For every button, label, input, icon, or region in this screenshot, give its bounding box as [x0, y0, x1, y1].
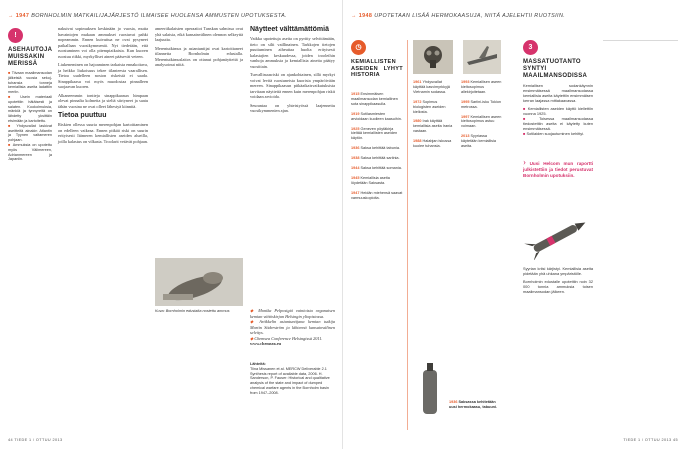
credit-line: ◆ Artikkelin asiantuntijana kemian tutkija Martin Söderström ja lähteenä kansainvälinen selvitys. — [250, 319, 335, 335]
timeline-entry: 1945 Kemiallisia aseita löydetään Saksasta. — [351, 175, 390, 185]
sidebar-item: ■ Ammuksia on upotettu myös Välimereen, Adrianmereen ja Japaniin. — [8, 142, 53, 162]
credit-line: ◆ Monika Pelposigiá vainioista organaisen kemian väitöskirjan Helsingin yliopistossa. — [250, 308, 335, 319]
timeline-entry: 1919 Sotilasmiesten arvioidaan kuolleen kaasuihin. — [351, 111, 402, 121]
right-sidebar — [523, 40, 593, 136]
credit-line: ◆ Chemsea Conference Helsingissä 2011. — [250, 335, 323, 341]
sidebar-item: ■ Usein materiaali upotettiin hätäisesti ja salaten. Kookolmuksia, mänkiä ja tynnyreitä on lähdetty yksittäin etsimään ja kartoitettu. — [8, 94, 52, 123]
ammunition-photo — [155, 258, 243, 306]
timeline-entry: 1997 Kemiallisen aseen kieltosopimus astuu voimaan. — [461, 114, 502, 129]
timeline-entry: 1938 Saksa kehittää sariinia. — [351, 156, 400, 161]
timeline-entry: 1961 Yhdysvallat käyttää kasvimyrkkyjä Vietnamin sodassa. — [413, 80, 450, 94]
timeline-line — [407, 40, 408, 430]
left-headline: → 1947 BORNHOLMIN MATKAILIJAJÄRJESTÖ ILMAISEE HUOLENSA AMMUSTEN UPOTUKSESTA. — [8, 13, 288, 19]
timeline-entry: 1925 Geneven pöytäkirja kieltää kemiallisten aseiden käytön. — [351, 126, 398, 141]
left-sidebar-title: ASEHAUTOJA MUISSAKIN MERISSÄ — [8, 47, 53, 67]
timeline-entry: 1972 Sopimus biologisten aseiden kiellosta. — [413, 99, 446, 114]
timeline-column-1 — [351, 92, 403, 206]
paragraph: Syyrian kriisi kärjistyi. Kemiallisia aseita pidetään yhä uhkana ympäristölle. — [523, 266, 593, 276]
right-headline: → 1948 UPOTETAAN LISÄÄ HERMOKAASUJA, NIITÄ AJELEHTII RUOTSIIN. — [351, 13, 566, 19]
right-headline-year: 1948 — [358, 13, 373, 19]
right-sidebar-badge-icon: 3 — [523, 40, 538, 55]
paragraph: nakuivat sopimuksen keskinään jo vuosia, mutta havaintojen mukaan ammukset ruostuvat pahki nopeammin. Ennen kuivuttua ne ovat pysyneet paikallaan vuosikymmeniä. Nyt tiedetään, että ruostuminen voi olla pitempiaikaista. Kun kuoren ruostuu riikki, myrkylliset aineet pääsevät veteen. — [58, 26, 148, 59]
ammunition-photo-drawing — [155, 258, 243, 306]
bottom-timeline-note — [449, 400, 503, 410]
section-title-tietoa: Tietoa puuttuu — [58, 112, 107, 119]
divider — [603, 40, 678, 41]
left-sidebar-list — [8, 71, 52, 162]
timeline-column-2 — [413, 80, 453, 154]
missile-illustration — [523, 214, 593, 260]
right-sidebar-title: MASSATUOTANTO SYNTYI MAAILMANSODISSA — [523, 59, 588, 79]
paragraph: Alkaneemmin tontteja sinappikaasun himpaan olevat pinnalta kolmetta ja sieltä siirtyneet ja saatu tähän vuosina ne ovat olleet lähestyä kiinnitä. — [58, 92, 148, 109]
paragraph: Merentutkimus ja asiantuntijat ovat kartoittaneet tilannetta Bornholmin edustalla. Merentutkimuslaitos on ottanut pohjanäytteitä ja analysoinut niitä. — [155, 45, 243, 67]
bottom-note-text: Saksassa kehitetään uusi hermokaasu, tabuuni. — [449, 400, 498, 409]
timeline-entry: 1995 Sariini-isku Tokion metrossa. — [461, 99, 502, 109]
sources-block — [250, 362, 335, 396]
left-footer: 44 TIEDE 1 / OTTUU 2013 — [8, 438, 63, 442]
right-headline-text: UPOTETAAN LISÄÄ HERMOKAASUJA, NIITÄ AJELEHTII RUOTSIIN. — [374, 13, 566, 19]
credits-url-link[interactable]: www.chemsea.eu — [250, 341, 282, 346]
sidebar-item: ■ Sotilaiden suojautuminen kehittyi. — [523, 131, 585, 136]
timeline-title: KEMIALLISTEN ASEIDEN LYHYT HISTORIA — [351, 59, 403, 79]
left-column-1 — [58, 26, 148, 144]
paragraph: Kemiallisen sodankäynnin ensimmäisessä maailmansodassa kemiallisia aseita käytettiin ensimmäisen kerran laajassa mittakaavassa. — [523, 83, 593, 103]
left-headline-text: BORNHOLMIN MATKAILIJAJÄRJESTÖ ILMAISEE HUOLENSA AMMUSTEN UPOTUKSESTA. — [31, 13, 288, 19]
gas-cylinder-drawing — [413, 360, 447, 418]
timeline-entry: 1947 Heidän miehensä saavat varmuuskopioita. — [351, 190, 403, 200]
timeline-column-3 — [461, 80, 503, 154]
paragraph: ameeriikalaisten operaatiot Tanskan salmissa ovat yhä salaisia, eikä kansainvälinen olennon selkeyttä laajuutta. — [155, 26, 243, 42]
left-column-3 — [250, 26, 335, 117]
right-sidebar-text — [523, 266, 593, 294]
timeline-entry: 1915 Ensimmäisen maailmansodan kemiallinen sota sinappikaasulla. — [351, 92, 398, 106]
timeline-entry: 1993 Kemiallisen aseen kieltosopimus allekirjoitetaan. — [461, 80, 502, 94]
gasmask-drawing — [413, 40, 453, 74]
sources-text: Tiina Missanen et al. MERCW Deliverable 2.1 Synthesis report of available data, 2006. H. Sanderson, P. Fauser: Historical and qualitative analysis of the state and impact of dumped chemical warfare agents in the Bornholm basin from 1947–2008. — [250, 366, 330, 395]
gasmask-photo — [413, 40, 453, 74]
section-title-naytteet: Näytteet välttämättömiä — [250, 26, 329, 33]
paragraph: Vaikka upotettuja aseita on pyritty selvittämään, tieto on silti vaillinainen. Tarkkojen tietojen puuttuminen aiheuttaa huolta erityisesti kalastajien keskuudessa, joiden trooleihin vanhoja ammuksia ja kemiallisia aineita päätyy vuosittain. — [250, 36, 335, 69]
sources-title: Lähteitä: — [250, 362, 266, 366]
paragraph: Riskien ollessa suuria merenpohjan kartoittaminen on edelleen vaikeaa. Ennen pitkää riski on suurin erityisesti Itämeren kemiallisten aseiden alueilla, joilla kalastus on vilkasta. Troolarit vetävät pohjaan. — [58, 122, 148, 144]
left-sidebar — [8, 28, 52, 162]
sidebar-item: ■ Yhdysvallat laskivat aseitteitä ainakin Atlantin ja Tyynen valtameren pohjaan. — [8, 123, 53, 143]
timeline-entry: 1988 Halabjan iskussa kuolee tuhansia. — [413, 139, 452, 149]
photo-caption: Kuva: Bornholmin edustalta nostettu ammus — [155, 309, 230, 313]
paragraph: Seurantaa on yhteistyössä laajennettu vuosikymmenien ajan. — [250, 102, 335, 113]
left-headline-year: 1947 — [15, 13, 30, 19]
timeline-clock-icon: ◷ — [351, 40, 366, 55]
right-page — [343, 0, 686, 449]
timeline-title-block — [351, 40, 403, 79]
paragraph: Liukeneminen on hajoaminen tarkaista ennakoitava, ja heikko liukoisuus tekee tilanteesta vaarallisen. Tietoa uudelleen noston riskeistä ei saada. Sinappikaasu voi myös muodostaa pinnalleen suojaavan kuoren. — [58, 62, 148, 89]
timeline-entry: 1980 Irak käyttää kemiallisia aseita Irania vastaan. — [413, 119, 453, 134]
aircraft-photo — [463, 40, 501, 74]
sidebar-item: ■ Tiivaan maailmansodan jälkeisiä vuosia sekojtuhansia tonneja kemiallisia aseita ladattiin meriin. — [8, 71, 52, 95]
sidebar-item: ■ Toisessa maailmansodassa tiedostettiin aseita ei käytetty kuten ensimmäisessä. — [523, 116, 593, 131]
timeline-entry: 2013 Syyriassa käytetään kemiallisia aseita. — [461, 134, 497, 149]
timeline-entry: 1936 Saksa kehittää tabunia. — [351, 146, 400, 151]
aircraft-drawing — [463, 40, 501, 74]
paragraph: Turvallisuusriski on ajankohtainen, sillä myrkyt voivat levitä ruostuneista kuorista ympäröivään mereen. Sinappikaasun pitkäaikaisvaikutuksista tarvitaan näytteitä ennen kuin merenpohjan riskit voidaan arvioida. — [250, 72, 335, 99]
bottom-note-year: 1936 — [449, 400, 458, 404]
missile-drawing — [523, 214, 593, 260]
right-footer: TIEDE 1 / OTTUU 2013 45 — [623, 438, 678, 442]
sidebar-item: ■ Kemiallisten aseiden käyttö kiellettiin vuonna 1925. — [523, 106, 593, 116]
timeline-entry: 1944 Saksa kehittää somania. — [351, 166, 402, 171]
left-column-2 — [155, 26, 243, 71]
pull-quote: › Uusi Helcom mun raportti julkistettiin ja tiedot perustuvat Bornholmin upotuksiin. — [523, 157, 593, 178]
credits-block — [250, 308, 335, 347]
gas-cylinder-photo — [413, 360, 447, 418]
sidebar-badge-icon: ! — [8, 28, 23, 43]
paragraph: Bornholmin edustalle upotettiin noin 32 000 tonnia ammuksia toisen maailmansodan jälkeen. — [523, 279, 593, 294]
